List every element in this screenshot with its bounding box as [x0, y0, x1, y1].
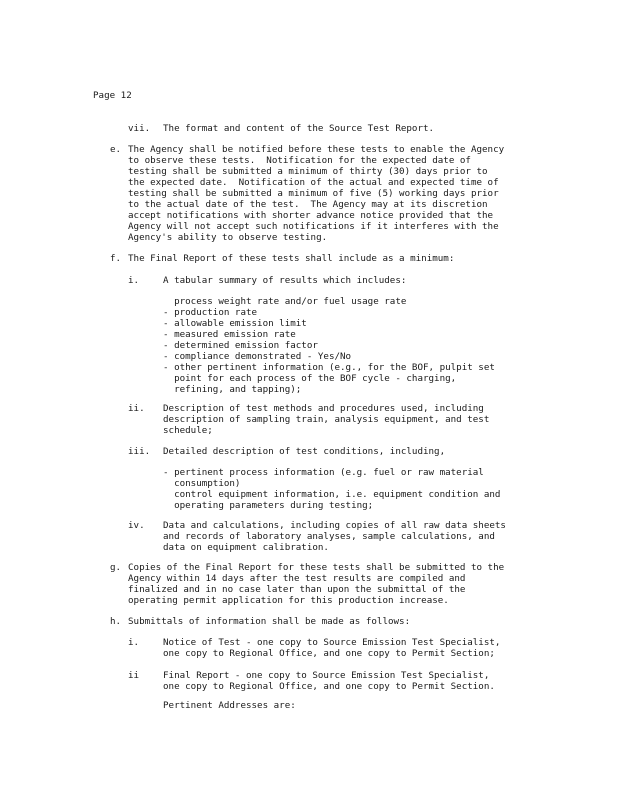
item-h-intro: Submittals of information shall be made as follows:	[128, 616, 411, 627]
item-f-intro: The Final Report of these tests shall include as a minimum:	[128, 253, 455, 264]
paragraph-line: Agency within 14 days after the test results are compiled and	[128, 573, 466, 584]
list-item: - production rate	[163, 307, 258, 318]
list-item: - determined emission factor	[163, 340, 318, 351]
item-f-i-text: A tabular summary of results which includes:	[163, 275, 407, 286]
item-f-iv-number: iv.	[128, 520, 145, 531]
list-item: - allowable emission limit	[163, 318, 307, 329]
list-item: refining, and tapping);	[163, 384, 302, 395]
paragraph-line: Agency will not accept such notifications if it interferes with the	[128, 221, 499, 232]
item-g-letter: g.	[110, 562, 122, 573]
paragraph-line: to observe these tests. Notification for the expected date of	[128, 155, 471, 166]
paragraph-line: Notice of Test - one copy to Source Emission Test Specialist,	[163, 637, 501, 648]
item-f-iii-number: iii.	[128, 446, 151, 457]
item-h-letter: h.	[110, 616, 122, 627]
paragraph-line: Description of test methods and procedures used, including	[163, 403, 484, 414]
paragraph-line: accept notifications with shorter advance notice provided that the	[128, 210, 494, 221]
paragraph-line: testing shall be submitted a minimum of thirty (30) days prior to	[128, 166, 488, 177]
paragraph-line: operating permit application for this production increase.	[128, 595, 449, 606]
paragraph-line: one copy to Regional Office, and one copy to Permit Section.	[163, 681, 495, 692]
paragraph-line: and records of laboratory analyses, sample calculations, and	[163, 531, 495, 542]
paragraph-line: The Agency shall be notified before these tests to enable the Agency	[128, 144, 505, 155]
addresses-label: Pertinent Addresses are:	[163, 700, 296, 711]
item-h-ii-number: ii	[128, 670, 140, 681]
list-item: operating parameters during testing;	[163, 500, 374, 511]
paragraph-line: Data and calculations, including copies of all raw data sheets	[163, 520, 506, 531]
list-item: consumption)	[163, 478, 241, 489]
paragraph-line: description of sampling train, analysis equipment, and test	[163, 414, 490, 425]
list-item: control equipment information, i.e. equipment condition and	[163, 489, 501, 500]
item-f-iii-text: Detailed description of test conditions, including,	[163, 446, 446, 457]
list-item: - other pertinent information (e.g., for the BOF, pulpit set	[163, 362, 495, 373]
page-number: Page 12	[93, 90, 132, 101]
paragraph-line: schedule;	[163, 425, 213, 436]
list-item: point for each process of the BOF cycle - charging,	[163, 373, 457, 384]
list-item: - compliance demonstrated - Yes/No	[163, 351, 352, 362]
paragraph-line: one copy to Regional Office, and one copy to Permit Section;	[163, 648, 495, 659]
paragraph-line: Final Report - one copy to Source Emission Test Specialist,	[163, 670, 490, 681]
paragraph-line: Agency's ability to observe testing.	[128, 232, 328, 243]
paragraph-line: testing shall be submitted a minimum of five (5) working days prior	[128, 188, 499, 199]
item-e-letter: e.	[110, 144, 122, 155]
item-f-ii-number: ii.	[128, 403, 145, 414]
paragraph-line: the expected date. Notification of the actual and expected time of	[128, 177, 499, 188]
item-vii-number: vii.	[128, 123, 151, 134]
item-vii-text: The format and content of the Source Test Report.	[163, 123, 435, 134]
list-item: - measured emission rate	[163, 329, 296, 340]
item-h-i-number: i.	[128, 637, 140, 648]
paragraph-line: to the actual date of the test. The Agency may at its discretion	[128, 199, 488, 210]
item-f-i-number: i.	[128, 275, 140, 286]
item-f-letter: f.	[110, 253, 122, 264]
list-item: process weight rate and/or fuel usage rate	[163, 296, 407, 307]
paragraph-line: Copies of the Final Report for these tests shall be submitted to the	[128, 562, 505, 573]
paragraph-line: data on equipment calibration.	[163, 542, 329, 553]
list-item: - pertinent process information (e.g. fuel or raw material	[163, 467, 484, 478]
paragraph-line: finalized and in no case later than upon the submittal of the	[128, 584, 466, 595]
